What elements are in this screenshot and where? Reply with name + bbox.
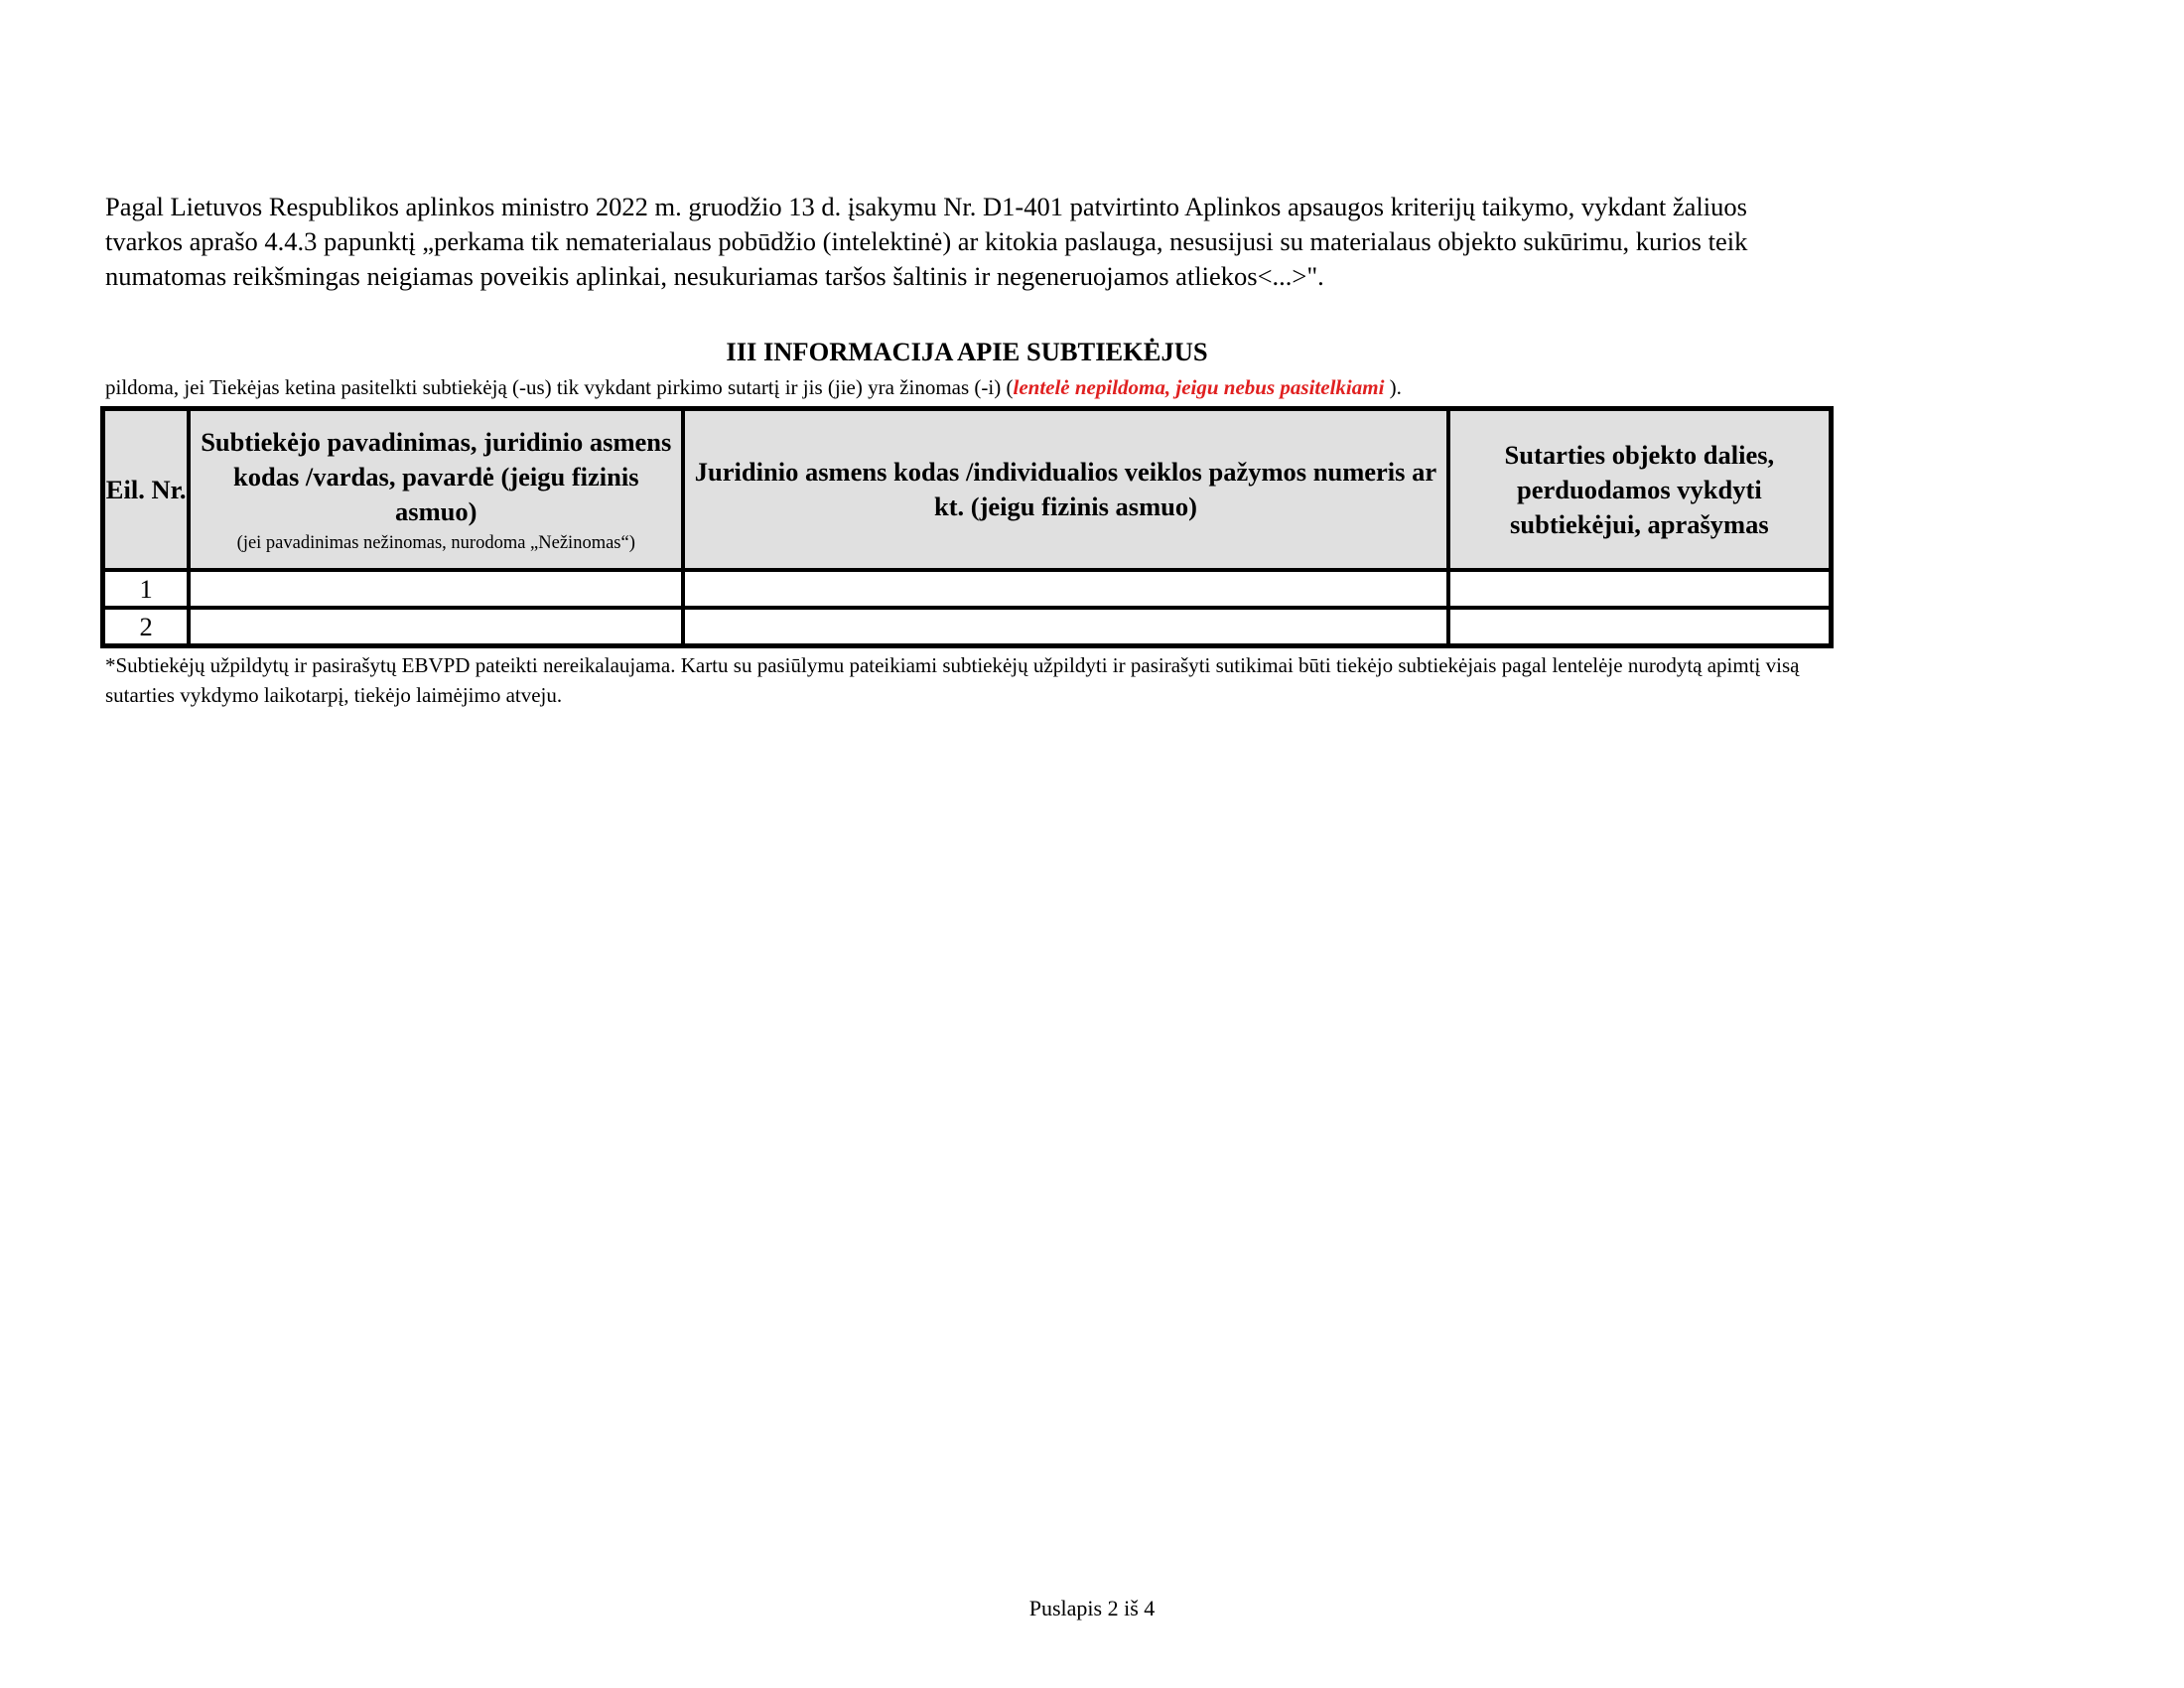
intro-line-3: numatomas reikšmingas neigiamas poveikis aplinkai, nesukuriamas taršos šaltinis ir negeneruojamos atliekos<...>". xyxy=(105,261,1324,291)
table-row xyxy=(103,570,1832,608)
table-row xyxy=(103,608,1832,646)
header-subcontractor-name-hint: (jei pavadinimas nežinomas, nurodoma „Nežinomas“) xyxy=(236,532,635,553)
contract-part-cell[interactable] xyxy=(1448,608,1832,646)
page-number: Puslapis 2 iš 4 xyxy=(1028,1596,1156,1620)
intro-line-2: tvarkos aprašo 4.4.3 papunktį „perkama tik nematerialaus pobūdžio (intelektinė) ar kitokia paslauga, nesusijusi su materialaus objekto sukūrimu, kurios teik xyxy=(105,226,1748,256)
footnote: *Subtiekėjų užpildytų ir pasirašytų EBVPD pateikti nereikalaujama. Kartu su pasiūlymu pateikiami subtiekėjų užpildyti ir pasirašyti sutikimai būti tiekėjo subtiekėjais pagal lentelėje nurodytą apimtį visą sutarties vykdymo laikotarpį, tiekėjo laimėjimo atveju. xyxy=(105,653,1800,707)
intro-paragraph xyxy=(105,190,1829,299)
header-row-number xyxy=(103,409,190,571)
fill-instructions-end: ). xyxy=(1384,375,1402,399)
subcontractor-name-cell[interactable] xyxy=(189,570,683,608)
legal-code-cell[interactable] xyxy=(683,608,1448,646)
row-number-cell: 1 xyxy=(103,570,190,608)
intro-line-1: Pagal Lietuvos Respublikos aplinkos ministro 2022 m. gruodžio 13 d. įsakymu Nr. D1-401 patvirtinto Aplinkos apsaugos kriterijų taikymo, vykdant žaliuos xyxy=(105,192,1747,221)
subcontractors-table xyxy=(100,406,1834,648)
subcontractor-name-cell[interactable] xyxy=(189,608,683,646)
table-header-row xyxy=(103,409,1832,571)
contract-part-cell[interactable] xyxy=(1448,570,1832,608)
header-row-number-label: Eil. Nr. xyxy=(105,474,187,504)
header-subcontractor-name-label: Subtiekėjo pavadinimas, juridinio asmens kodas /vardas, pavardė (jeigu fizinis asmuo) xyxy=(201,426,672,526)
fill-instructions xyxy=(105,374,1402,400)
header-legal-code-label: Juridinio asmens kodas /individualios veiklos pažymos numeris ar kt. (jeigu fizinis asmuo) xyxy=(694,457,1437,521)
not-filled-warning: lentelė nepildoma, jeigu nebus pasitelkiami xyxy=(1013,375,1385,399)
fill-instructions-text: pildoma, jei Tiekėjas ketina pasitelkti subtiekėją (-us) tik vykdant pirkimo sutartį ir jis (jie) yra žinomas (-i) ( xyxy=(105,375,1014,399)
header-contract-part xyxy=(1448,409,1832,571)
header-contract-part-label: Sutarties objekto dalies, perduodamos vykdyti subtiekėjui, aprašymas xyxy=(1504,439,1775,539)
header-legal-code xyxy=(683,409,1448,571)
row-number-cell: 2 xyxy=(103,608,190,646)
legal-code-cell[interactable] xyxy=(683,570,1448,608)
header-subcontractor-name xyxy=(189,409,683,571)
section-title: III INFORMACIJA APIE SUBTIEKĖJUS xyxy=(726,337,1208,366)
